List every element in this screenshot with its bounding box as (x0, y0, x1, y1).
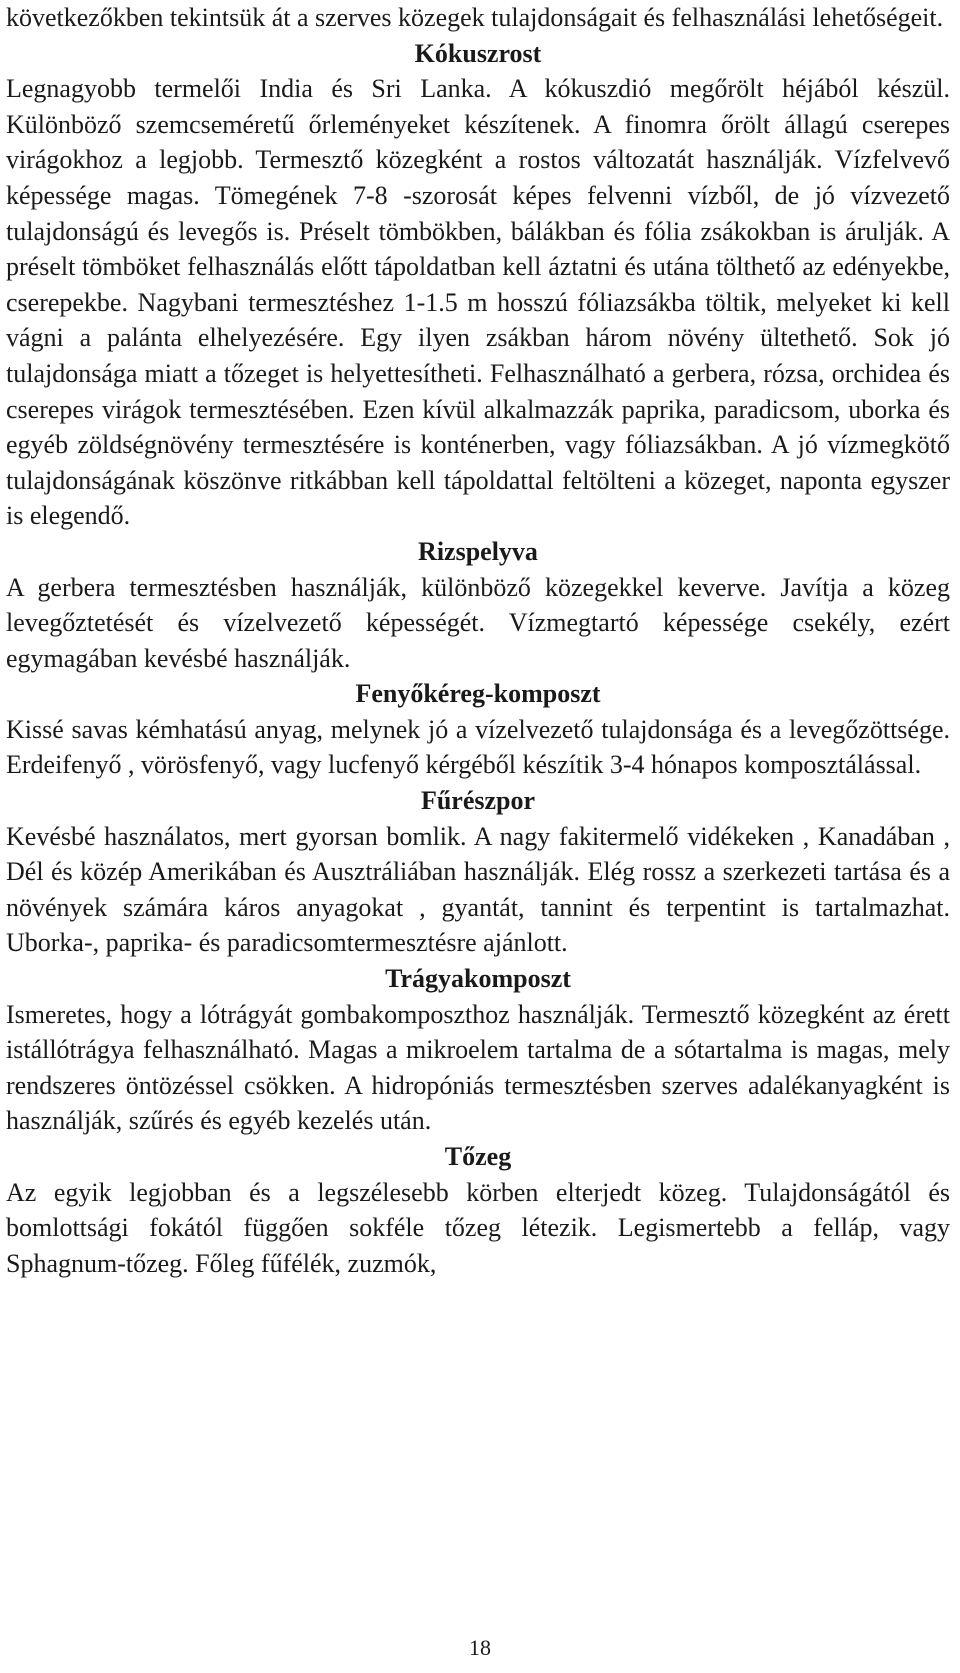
page-number: 18 (469, 1635, 491, 1660)
heading-fureszpor: Fűrészpor (420, 786, 536, 816)
paragraph-kokuszrost: Legnagyobb termelői India és Sri Lanka. A kókuszdió megőrölt héjából készül. Különböző szemcseméretű őrleményeket készítenek. A finomra őrölt állagú cserepes virágokhoz a legjobb. Termesztő közegként a rostos változatát használják. Vízfelvevő képessége magas. Tömegének 7-8 -szorosát képes felvenni vízből, de jó vízvezető tulajdonságú és levegős is. Préselt tömbökben, bálákban és fólia zsákokban is árulják. A préselt tömböket felhasználás előtt tápoldatban kell áztatni és utána tölthető az edényekbe, cserepekbe. Nagybani termesztéshez 1-1.5 m hosszú fóliazsákba töltik, melyeket ki kell vágni a palánta elhelyezésére. Egy ilyen zsákban három növény ültethető. Sok jó tulajdonsága miatt a tőzeget is helyettesítheti. Felhasználható a gerbera, rózsa, orchidea és cserepes virágok termesztésében. Ezen kívül alkalmazzák paprika, paradicsom, uborka és egyéb zöldségnövény termesztésére is konténerben, vagy fóliazsákban. A jó vízmegkötő tulajdonságának köszönve ritkábban kell tápoldattal feltölteni a közeget, naponta egyszer is elegendő. (6, 74, 950, 531)
paragraph-tozeg: Az egyik legjobban és a legszélesebb körben elterjedt közeg. Tulajdonságától és bomlottsági fokától függően sokféle tőzeg létezik. Legismertebb a felláp, vagy Sphagnum-tőzeg. Főleg fűfélék, zuzmók, (6, 1177, 950, 1278)
heading-rizspelyva: Rizspelyva (418, 536, 538, 566)
heading-kokuszrost: Kókuszrost (414, 38, 542, 68)
paragraph-tragyakomposzt: Ismeretes, hogy a lótrágyát gombakomposzthoz használják. Termesztő közegként az érett istállótrágya felhasználható. Magas a mikroelem tartalma de a sótartalma is magas, mely rendszeres öntözéssel csökken. A hidropóniás termesztésben szerves adalékanyagként is használják, szűrés és egyéb kezelés után. (6, 999, 950, 1136)
heading-tragyakomposzt: Trágyakomposzt (385, 964, 571, 994)
heading-tozeg: Tőzeg (444, 1142, 512, 1171)
intro-paragraph: következőkben tekintsük át a szerves közegek tulajdonságait és felhasználási lehetőségeit. (6, 3, 944, 32)
paragraph-rizspelyva: A gerbera termesztésben használják, különböző közegekkel keverve. Javítja a közeg levegőztetését és vízelvezető képességét. Vízmegtartó képessége csekély, ezért egymagában kevésbé használják. (6, 572, 950, 673)
paragraph-fureszpor: Kevésbé használatos, mert gyorsan bomlik. A nagy fakitermelő vidékeken , Kanadában , Dél és közép Amerikában és Ausztráliában használják. Elég rossz a szerkezeti tartása és a növények számára káros anyagokat , gyantát, tannint és terpentint is tartalmazhat. Uborka-, paprika- és paradicsomtermesztésre ajánlott. (6, 821, 950, 958)
document-page (6, 0, 950, 1281)
paragraph-fenyokereg-komposzt: Kissé savas kémhatású anyag, melynek jó a vízelvezető tulajdonsága és a levegőzöttsége. Erdeifenyő , vörösfenyő, vagy lucfenyő kérgéből készítik 3-4 hónapos komposztálással. (6, 714, 950, 780)
heading-fenyokereg-komposzt: Fenyőkéreg-komposzt (355, 679, 601, 709)
